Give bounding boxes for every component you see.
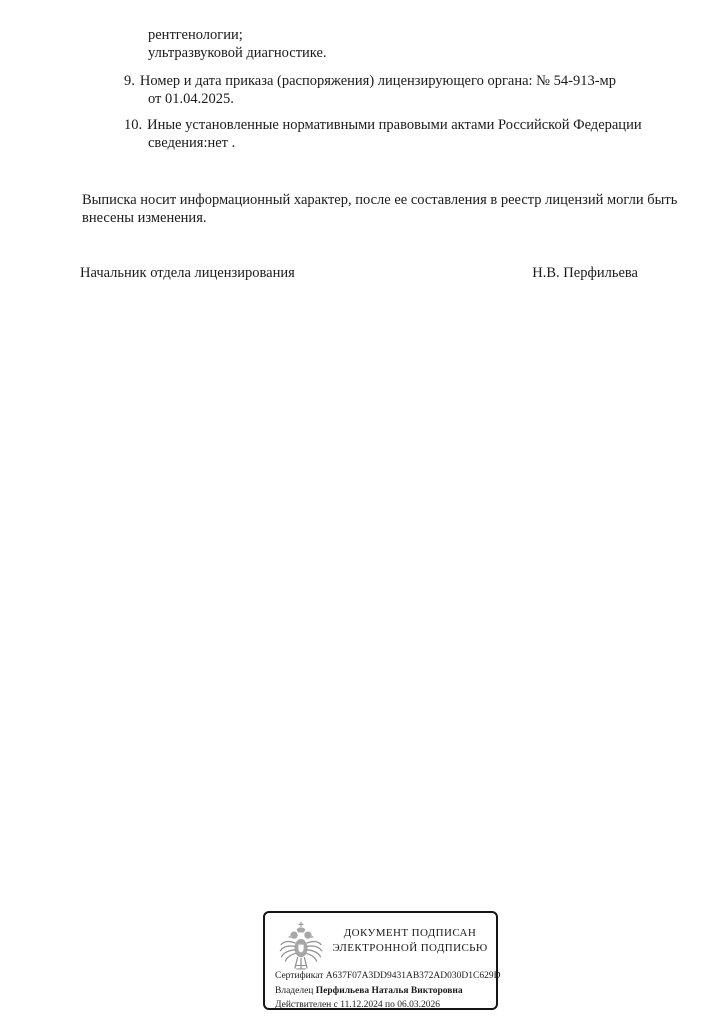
certificate-value: A637F07A3DD9431AB372AD030D1C629D — [325, 971, 501, 981]
activity-line: рентгенологии; — [148, 27, 243, 43]
stamp-certificate-row — [275, 969, 501, 984]
item-9-line-2: от 01.04.2025. — [148, 91, 234, 107]
stamp-details — [275, 969, 501, 1013]
item-9-text: Номер и дата приказа (распоряжения) лицензирующего органа: № 54-913-мр — [139, 73, 616, 89]
item-9-line-1 — [124, 72, 616, 90]
stamp-title-line-1: ДОКУМЕНТ ПОДПИСАН — [343, 927, 477, 939]
stamp-title-line-2: ЭЛЕКТРОННОЙ ПОДПИСЬЮ — [332, 942, 488, 954]
item-9-number: 9. — [124, 73, 135, 89]
certificate-label: Сертификат — [275, 971, 324, 981]
item-10-text: Иные установленные нормативными правовыми актами Российской Федерации — [147, 117, 642, 133]
validity-text: Действителен с 11.12.2024 по 06.03.2026 — [275, 1000, 440, 1010]
signatory-name: Н.В. Перфильева — [532, 265, 638, 281]
note-line-2: внесены изменения. — [82, 210, 207, 226]
item-10-number: 10. — [124, 117, 143, 133]
owner-label: Владелец — [275, 985, 314, 996]
stamp-title — [329, 926, 491, 956]
stamp-validity-row — [275, 998, 493, 1013]
electronic-signature-stamp — [263, 911, 501, 1010]
item-10-line-1 — [124, 116, 642, 134]
activity-line: ультразвуковой диагностике. — [148, 45, 327, 61]
signatory-title: Начальник отдела лицензирования — [80, 265, 295, 281]
item-10-line-2: сведения:нет . — [148, 135, 236, 151]
stamp-owner-row — [275, 984, 493, 999]
owner-value: Перфильева Наталья Викторовна — [315, 985, 463, 996]
note-line-1: Выписка носит информационный характер, после ее составления в реестр лицензий могли быть — [82, 192, 678, 208]
